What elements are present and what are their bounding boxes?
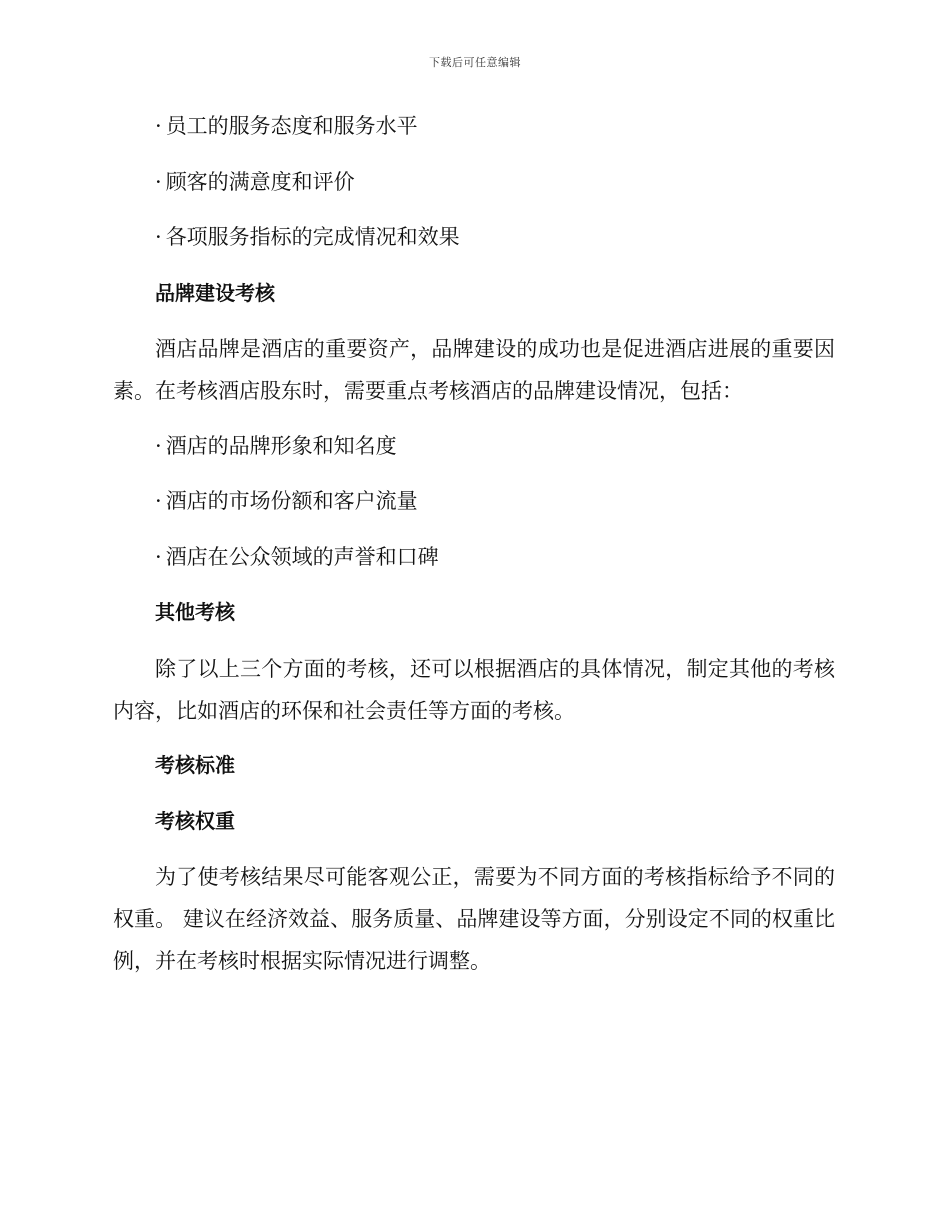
section-heading-other: 其他考核 [155, 600, 235, 624]
bullet-dot: · [155, 114, 162, 138]
list-item [113, 217, 835, 257]
bullet-dot: · [155, 544, 162, 569]
document-body [113, 106, 835, 996]
list-item-text: 酒店的市场份额和客户流量 [165, 489, 418, 513]
list-item [113, 426, 835, 466]
paragraph-weight: 为了使考核结果尽可能客观公正，需要为不同方面的考核指标给予不同的权重。 建议在经济效益、服务质量、品牌建设等方面，分别设定不同的权重比例，并在考核时根据实际情况进行调整。 [113, 865, 835, 973]
list-item-text: 酒店在公众领域的声誉和口碑 [165, 544, 439, 569]
list-item [113, 106, 835, 146]
paragraph-other: 除了以上三个方面的考核，还可以根据酒店的具体情况，制定其他的考核内容，比如酒店的环保和社会责任等方面的考核。 [113, 656, 835, 723]
page-header: 下载后可任意编辑 [429, 56, 521, 69]
section-heading-weight: 考核权重 [155, 808, 235, 833]
section-heading-standard: 考核标准 [155, 753, 235, 777]
list-item [113, 537, 835, 577]
list-item-text: 各项服务指标的完成情况和效果 [165, 225, 460, 249]
bullet-dot: · [155, 433, 162, 458]
bullet-dot: · [155, 225, 162, 249]
list-item [113, 481, 835, 521]
list-item-text: 顾客的满意度和评价 [165, 169, 355, 194]
bullet-dot: · [155, 489, 162, 513]
list-item [113, 162, 835, 202]
bullet-dot: · [155, 169, 162, 194]
list-item-text: 员工的服务态度和服务水平 [165, 114, 418, 138]
paragraph-brand: 酒店品牌是酒店的重要资产，品牌建设的成功也是促进酒店进展的重要因素。在考核酒店股东时，需要重点考核酒店的品牌建设情况，包括： [113, 337, 835, 403]
section-heading-brand: 品牌建设考核 [155, 280, 275, 305]
list-item-text: 酒店的品牌形象和知名度 [165, 433, 397, 458]
